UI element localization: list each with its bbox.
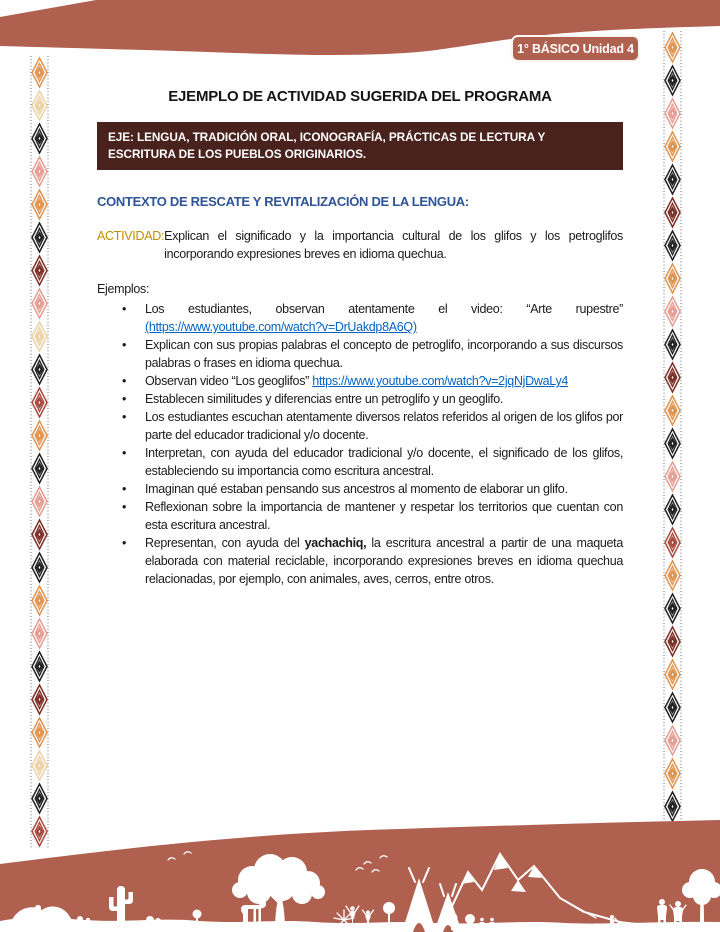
bullet-marker: • bbox=[122, 500, 127, 514]
eje-banner-text: EJE: LENGUA, TRADICIÓN ORAL, ICONOGRAFÍA, PRÁCTICAS DE LECTURA Y ESCRITURA DE LOS PUEBLOS ORIGINARIOS. bbox=[108, 130, 546, 161]
list-item bbox=[97, 300, 623, 336]
text-segment: Representan, con ayuda del bbox=[145, 536, 305, 550]
left-textile-border bbox=[30, 56, 49, 848]
document-body bbox=[97, 88, 623, 588]
activity-label: ACTIVIDAD: bbox=[97, 229, 165, 243]
right-textile-border bbox=[663, 31, 682, 823]
list-item-text bbox=[145, 390, 623, 408]
list-item-text bbox=[145, 336, 623, 372]
text-segment: Imaginan qué estaban pensando sus ancestros al momento de elaborar un glifo. bbox=[145, 482, 568, 496]
list-item-text bbox=[145, 498, 623, 534]
list-item bbox=[97, 408, 623, 444]
bullet-marker: • bbox=[122, 374, 127, 388]
examples-heading: Ejemplos: bbox=[97, 282, 150, 296]
list-item bbox=[97, 390, 623, 408]
unit-badge bbox=[511, 35, 640, 62]
bullet-marker: • bbox=[122, 446, 127, 460]
text-segment: Establecen similitudes y diferencias entre un petroglifo y un geoglifo. bbox=[145, 392, 504, 406]
text-segment: la escritura ancestral a partir de una maqueta elaborada con material reciclable, incorporando expresiones breves en idioma quechua relacionadas, por ejemplo, con animales, aves, cerros, entre otros. bbox=[145, 536, 624, 586]
text-segment: Los estudiantes, observan atentamente el video: “Arte rupestre” bbox=[145, 302, 623, 316]
activity-text: Explican el significado y la importancia cultural de los glifos y los petroglifos incorporando expresiones breves en idioma quechua. bbox=[164, 229, 623, 261]
list-item-text bbox=[145, 444, 623, 480]
bullet-marker: • bbox=[122, 536, 127, 550]
unit-badge-label: 1° BÁSICO Unidad 4 bbox=[517, 41, 634, 56]
text-segment: Explican con sus propias palabras el concepto de petroglifo, incorporando a sus discursos palabras o frases en idioma quechua. bbox=[145, 338, 623, 370]
text-segment: Los estudiantes escuchan atentamente diversos relatos referidos al origen de los glifos por parte del educador tradicional y/o docente. bbox=[145, 410, 623, 442]
list-item bbox=[97, 336, 623, 372]
text-segment: Reflexionan sobre la importancia de mantener y respetar los territorios que cuentan con esta escritura ancestral. bbox=[145, 500, 623, 532]
text-segment: Interpretan, con ayuda del educador tradicional y/o docente, el significado de los glifos, estableciendo su importancia como escritura ancestral. bbox=[145, 446, 623, 478]
context-heading: CONTEXTO DE RESCATE Y REVITALIZACIÓN DE LA LENGUA: bbox=[97, 194, 469, 209]
activity-paragraph bbox=[97, 227, 623, 263]
list-item bbox=[97, 372, 623, 390]
footer-landscape-illustration bbox=[0, 820, 720, 932]
bullet-marker: • bbox=[122, 482, 127, 496]
list-item bbox=[97, 444, 623, 480]
list-item bbox=[97, 480, 623, 498]
examples-list bbox=[97, 300, 623, 588]
list-item-text bbox=[145, 480, 623, 498]
list-item bbox=[97, 534, 623, 588]
youtube-link[interactable]: (https://www.youtube.com/watch?v=DrUakdp8A6Q) bbox=[145, 320, 417, 334]
list-item-text bbox=[145, 372, 623, 390]
list-item-text bbox=[145, 534, 623, 588]
eje-banner bbox=[97, 122, 623, 170]
list-item bbox=[97, 498, 623, 534]
page-title: EJEMPLO DE ACTIVIDAD SUGERIDA DEL PROGRAMA bbox=[168, 88, 552, 105]
list-item-text bbox=[145, 300, 623, 336]
youtube-link[interactable]: https://www.youtube.com/watch?v=2jqNjDwaLy4 bbox=[312, 374, 569, 388]
bullet-marker: • bbox=[122, 392, 127, 406]
text-segment: Observan video “Los geoglifos” bbox=[145, 374, 313, 388]
list-item-text bbox=[145, 408, 623, 444]
bullet-marker: • bbox=[122, 338, 127, 352]
bold-term: yachachiq, bbox=[304, 536, 367, 550]
bullet-marker: • bbox=[122, 302, 127, 316]
bullet-marker: • bbox=[122, 410, 127, 424]
